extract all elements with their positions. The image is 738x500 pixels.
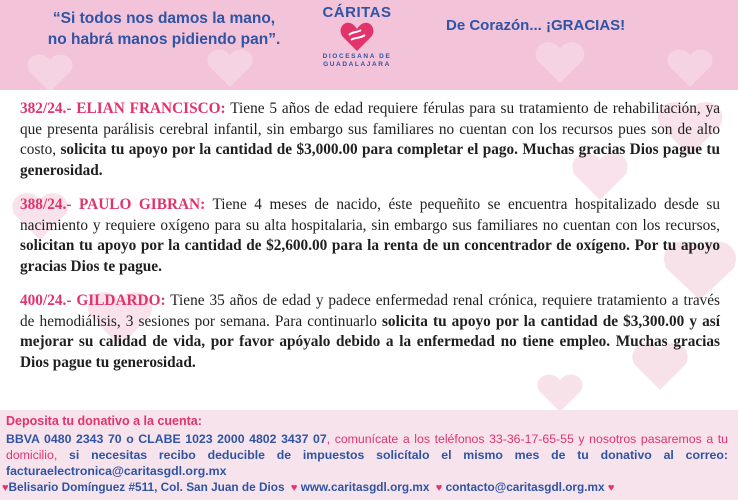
case-item [20, 195, 720, 277]
caritas-logo [312, 4, 402, 86]
deposit-title: Deposita tu donativo a la cuenta: [6, 414, 202, 428]
heart-icon: ♥ [2, 482, 9, 494]
case-item [20, 99, 720, 181]
heart-icon: ♥ [607, 482, 615, 494]
case-code: 388/24.- [20, 196, 72, 213]
case-name: ELIAN FRANCISCO: [76, 100, 226, 117]
logo-wordmark: CÁRITAS [322, 4, 392, 21]
heart-icon: ♥ [287, 482, 298, 494]
logo-subtitle-line-1: DIOCESANA DE [322, 53, 392, 60]
address: Belisario Domínguez #511, Col. San Juan de Dios [8, 480, 285, 494]
logo-subtitle [312, 53, 402, 69]
heart-icon: ♥ [432, 482, 443, 494]
case-request: solicita tu apoyo por la cantidad de $3,300.00 y así mejorar su calidad de vida, por favor apóyalo debido a la enfermedad no tiene empleo. Muchas gracias Dios pague tu generosidad. [20, 312, 720, 371]
case-code: 382/24.- [20, 100, 72, 117]
contact-bar [2, 480, 736, 494]
case-code: 400/24.- [20, 292, 72, 309]
receipt-info: si necesitas recibo deducible de impuestos solicítalo el mismo mes de tu donativo al correo: [69, 448, 728, 462]
website-link[interactable]: www.caritasgdl.org.mx [300, 480, 430, 494]
cases-list [20, 99, 720, 387]
case-description: Tiene 4 meses de nacido, éste pequeñito se encuentra hospitalizado desde su nacimiento y requiere oxígeno para su alta hospitalaria, sin embargo sus familiares no cuentan con los recursos, [20, 196, 720, 234]
invoice-email-link[interactable]: facturaelectronica@caritasgdl.org.mx [6, 464, 227, 478]
logo-subtitle-line-2: GUADALAJARA [323, 61, 391, 68]
footer [0, 410, 738, 500]
case-name: GILDARDO: [76, 292, 166, 309]
case-request: solicita tu apoyo por la cantidad de $3,000.00 para completar el pago. Muchas gracias Dios pague tu generosidad. [20, 141, 720, 179]
case-description: Tiene 35 años de edad y padece enfermedad renal crónica, requiere tratamiento a través de hemodiálisis, 3 sesiones por semana. Para continuarlo [20, 292, 721, 330]
motto [14, 8, 314, 50]
case-item [20, 291, 720, 373]
motto-line-2: no habrá manos pidiendo pan”. [47, 31, 281, 48]
motto-line-1: “Si todos nos damos la mano, [52, 10, 276, 27]
thanks-heading: De Corazón... ¡GRACIAS! [446, 17, 626, 34]
heart-logo-icon [339, 21, 375, 53]
phone-info: , comunícate a los teléfonos 33-36-17-65-55 y nosotros pasaremos a tu domicilio, [6, 432, 728, 462]
contact-email-link[interactable]: contacto@caritasgdl.org.mx [445, 480, 605, 494]
header-banner [0, 0, 738, 90]
deposit-info [6, 431, 728, 479]
case-request: solicitan tu apoyo por la cantidad de $2,600.00 para la renta de un concentrador de oxígeno. Por tu apoyo gracias Dios te pague. [20, 237, 720, 275]
case-description: Tiene 5 años de edad requiere férulas para su tratamiento de rehabilitación, ya que presenta parálisis cerebral infantil, sin embargo sus familiares no cuentan con los recursos pues son de alto costo, [20, 100, 721, 158]
bank-account: BBVA 0480 2343 70 o CLABE 1023 2000 4802 3437 07 [6, 432, 327, 446]
case-name: PAULO GIBRAN: [78, 196, 206, 213]
